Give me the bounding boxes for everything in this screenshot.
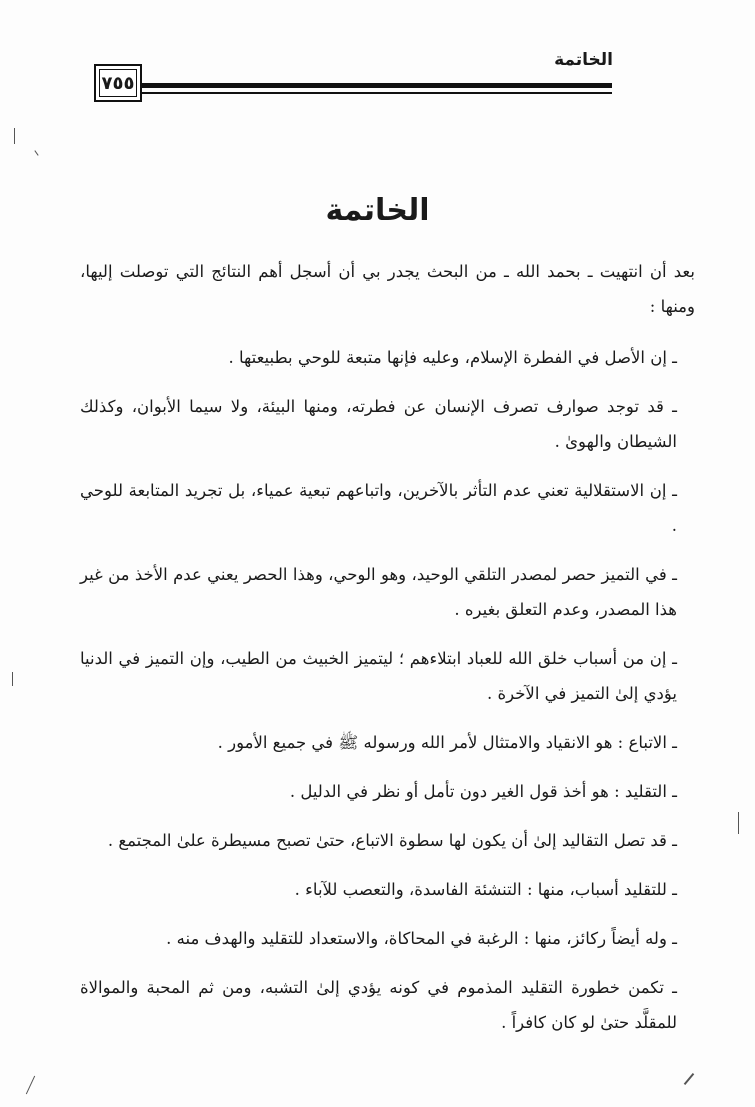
conclusion-item-5: ـ إن من أسباب خلق الله للعباد ابتلاءهم ؛ ليتميز الخبيث من الطيب، وإن التميز في الدنيا يؤدي إلىٰ التميز في الآخرة . (80, 649, 677, 703)
page-number: ٧٥٥ (101, 72, 135, 94)
conclusion-item-7: ـ التقليد : هو أخذ قول الغير دون تأمل أو نظر في الدليل . (289, 782, 677, 801)
scan-speck (34, 150, 38, 155)
chapter-title: الخاتمة (325, 193, 430, 228)
intro-paragraph: بعد أن انتهيت ـ بحمد الله ـ من البحث يجدر بي أن أسجل أهم النتائج التي توصلت إليها، ومنها : (80, 262, 695, 316)
body-text (80, 254, 695, 1054)
conclusion-item-8: ـ قد تصل التقاليد إلىٰ أن يكون لها سطوة الاتباع، حتىٰ تصبح مسيطرة علىٰ المجتمع . (107, 831, 677, 850)
conclusion-item-10: ـ وله أيضاً ركائز، منها : الرغبة في المحاكاة، والاستعداد للتقليد والهدف منه . (166, 929, 677, 948)
page-number-box (94, 64, 142, 102)
conclusion-item-9: ـ للتقليد أسباب، منها : التنشئة الفاسدة، والتعصب للآباء . (294, 880, 677, 899)
conclusion-item-1: ـ إن الأصل في الفطرة الإسلام، وعليه فإنها متبعة للوحي بطبيعتها . (228, 348, 677, 367)
scan-speck (684, 1073, 695, 1085)
header-rule-thick (142, 83, 612, 88)
scan-speck (26, 1076, 35, 1095)
running-title: الخاتمة (554, 50, 613, 70)
header-rule-thin (142, 92, 612, 94)
scan-speck (738, 812, 739, 834)
conclusion-item-4: ـ في التميز حصر لمصدر التلقي الوحيد، وهو الوحي، وهذا الحصر يعني عدم الأخذ من غير هذا المصدر، وعدم التعلق بغيره . (80, 565, 677, 619)
conclusion-item-2: ـ قد توجد صوارف تصرف الإنسان عن فطرته، ومنها البيئة، ولا سيما الأبوان، وكذلك الشيطان والهوىٰ . (80, 397, 677, 451)
conclusion-item-3: ـ إن الاستقلالية تعني عدم التأثر بالآخرين، واتباعهم تبعية عمياء، بل تجريد المتابعة للوحي . (80, 481, 677, 535)
conclusion-item-6: ـ الاتباع : هو الانقياد والامتثال لأمر الله ورسوله ﷺ في جميع الأمور . (217, 733, 677, 752)
scan-speck (12, 672, 13, 686)
scan-speck (14, 128, 15, 144)
conclusion-item-11: ـ تكمن خطورة التقليد المذموم في كونه يؤدي إلىٰ التشبه، ومن ثم المحبة والموالاة للمقلَّد حتىٰ لو كان كافراً . (80, 978, 677, 1032)
